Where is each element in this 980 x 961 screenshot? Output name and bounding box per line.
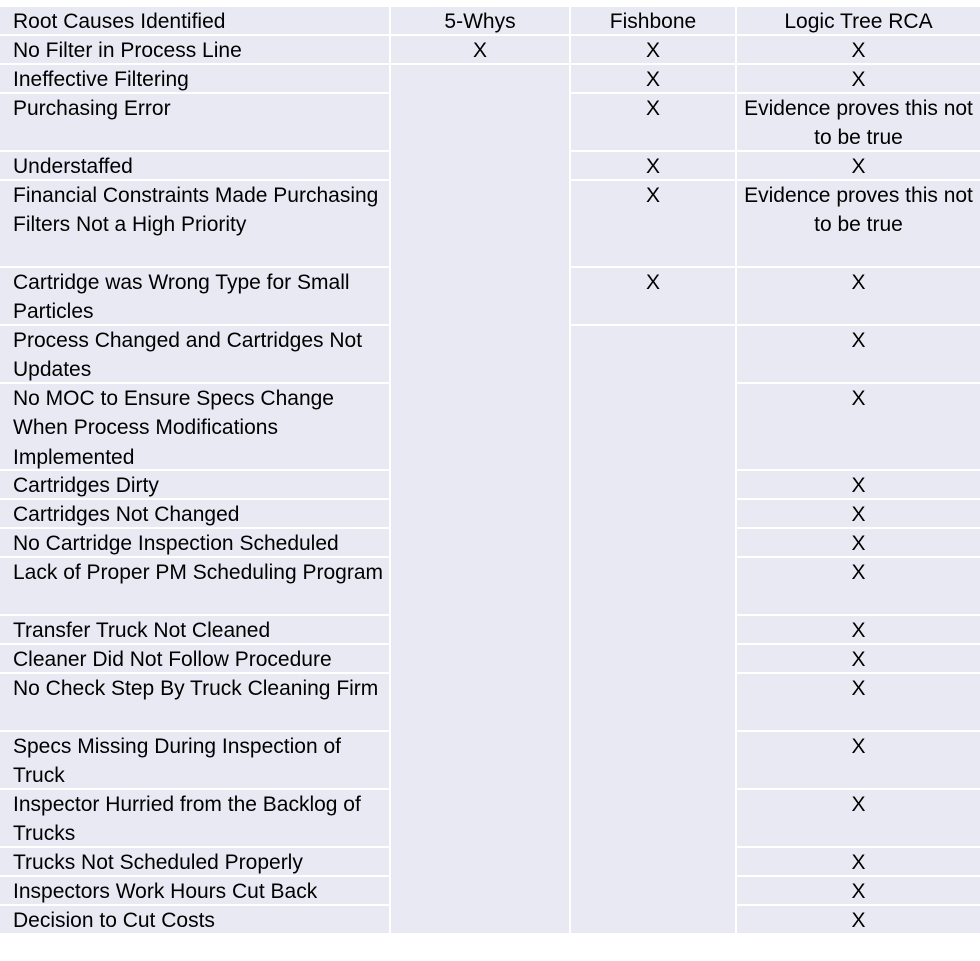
- cause-cell: Inspectors Work Hours Cut Back: [0, 877, 389, 904]
- whys-cell: X: [391, 36, 569, 63]
- fishbone-cell: X: [571, 94, 735, 150]
- cause-cell: Transfer Truck Not Cleaned: [0, 616, 389, 643]
- logic-tree-cell: X: [737, 384, 980, 469]
- header-5-whys: 5-Whys: [391, 7, 569, 34]
- header-root-causes: Root Causes Identified: [0, 7, 389, 34]
- logic-tree-cell: X: [737, 732, 980, 788]
- cause-cell: No Filter in Process Line: [0, 36, 389, 63]
- logic-tree-cell: X: [737, 36, 980, 63]
- cause-cell: No MOC to Ensure Specs Change When Process Modifications Implemented: [0, 384, 389, 469]
- logic-tree-cell: X: [737, 152, 980, 179]
- cause-cell: Process Changed and Cartridges Not Updates: [0, 326, 389, 382]
- cause-cell: No Check Step By Truck Cleaning Firm: [0, 674, 389, 730]
- logic-tree-cell: X: [737, 906, 980, 933]
- logic-tree-cell: Evidence proves this not to be true: [737, 181, 980, 266]
- logic-tree-cell: X: [737, 65, 980, 92]
- cause-cell: Purchasing Error: [0, 94, 389, 150]
- cause-cell: Cleaner Did Not Follow Procedure: [0, 645, 389, 672]
- logic-tree-cell: X: [737, 877, 980, 904]
- header-logic-tree-rca: Logic Tree RCA: [737, 7, 980, 34]
- cause-cell: No Cartridge Inspection Scheduled: [0, 529, 389, 556]
- cause-cell: Trucks Not Scheduled Properly: [0, 848, 389, 875]
- logic-tree-cell: X: [737, 848, 980, 875]
- fishbone-cell: X: [571, 181, 735, 266]
- fishbone-empty-merged-cell: [571, 326, 735, 933]
- rca-comparison-table: [0, 7, 980, 948]
- fishbone-cell: X: [571, 152, 735, 179]
- cause-cell: Inspector Hurried from the Backlog of Trucks: [0, 790, 389, 846]
- logic-tree-cell: X: [737, 326, 980, 382]
- logic-tree-cell: X: [737, 645, 980, 672]
- logic-tree-cell: X: [737, 529, 980, 556]
- cause-cell: Lack of Proper PM Scheduling Program: [0, 558, 389, 614]
- logic-tree-cell: X: [737, 268, 980, 324]
- whys-empty-merged-cell: [391, 65, 569, 933]
- cause-cell: Ineffective Filtering: [0, 65, 389, 92]
- cause-cell: Cartridges Not Changed: [0, 500, 389, 527]
- logic-tree-cell: X: [737, 674, 980, 730]
- cause-cell: Cartridge was Wrong Type for Small Particles: [0, 268, 389, 324]
- header-fishbone: Fishbone: [571, 7, 735, 34]
- logic-tree-cell: X: [737, 500, 980, 527]
- logic-tree-cell: X: [737, 558, 980, 614]
- cause-cell: Understaffed: [0, 152, 389, 179]
- logic-tree-cell: Evidence proves this not to be true: [737, 94, 980, 150]
- logic-tree-cell: X: [737, 616, 980, 643]
- fishbone-cell: X: [571, 268, 735, 324]
- cause-cell: Decision to Cut Costs: [0, 906, 389, 933]
- logic-tree-cell: X: [737, 790, 980, 846]
- fishbone-cell: X: [571, 65, 735, 92]
- logic-tree-cell: X: [737, 471, 980, 498]
- cause-cell: Financial Constraints Made Purchasing Filters Not a High Priority: [0, 181, 389, 266]
- cause-cell: Specs Missing During Inspection of Truck: [0, 732, 389, 788]
- fishbone-cell: X: [571, 36, 735, 63]
- cause-cell: Cartridges Dirty: [0, 471, 389, 498]
